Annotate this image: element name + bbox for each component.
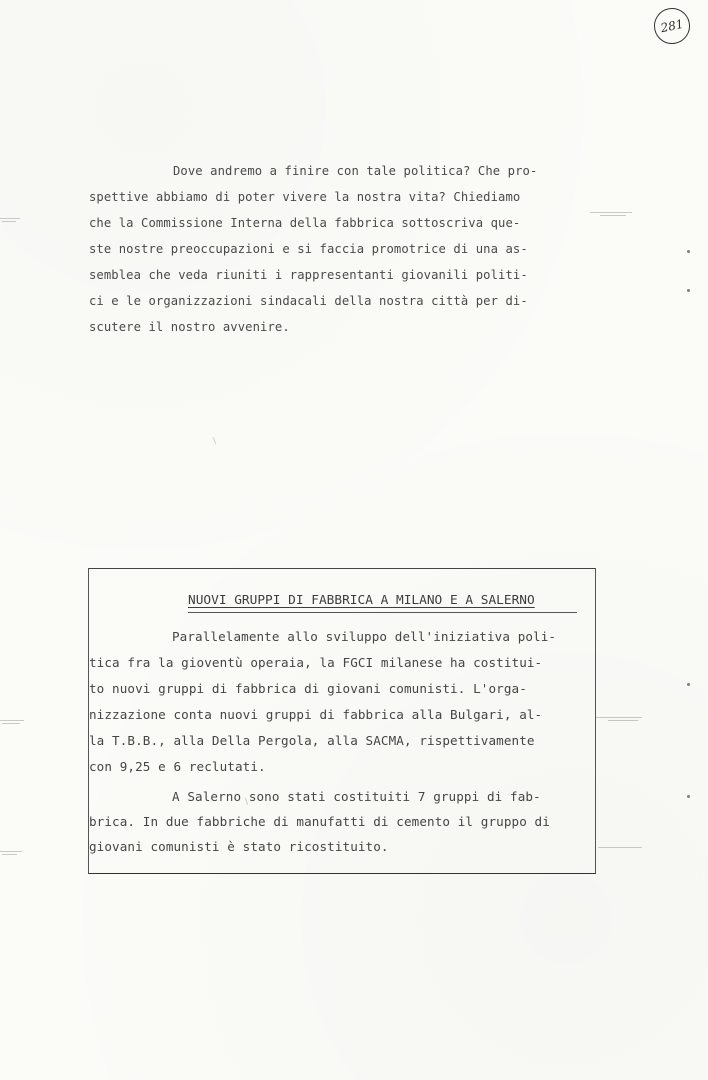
paragraph-1-line-2: spettive abbiamo di poter vivere la nostra vita? Chiediamo (89, 190, 521, 204)
margin-mark (0, 218, 20, 219)
paragraph-1-line-5: semblea che veda riuniti i rappresentanti giovanili politi- (89, 268, 528, 282)
box-paragraph-1-line-3: to nuovi gruppi di fabbrica di giovani comunisti. L'orga- (89, 681, 527, 696)
paragraph-1-line-7: scutere il nostro avvenire. (89, 320, 290, 334)
paper-speck (213, 437, 216, 444)
margin-mark (600, 215, 626, 216)
margin-mark (2, 723, 20, 724)
margin-dot (687, 250, 690, 253)
margin-mark (0, 851, 22, 852)
margin-dot (687, 289, 690, 292)
margin-mark (2, 221, 16, 222)
margin-mark (598, 847, 642, 848)
margin-mark (0, 720, 24, 721)
margin-mark (608, 720, 638, 721)
box-paragraph-1-line-4: nizzazione conta nuovi gruppi di fabbrica alla Bulgari, al- (89, 707, 543, 722)
page-number: 281 (659, 16, 685, 36)
paragraph-1-line-4: ste nostre preoccupazioni e si faccia promotrice di una as- (89, 242, 528, 256)
margin-mark (590, 212, 632, 213)
paragraph-1-line-6: ci e le organizzazioni sindacali della nostra città per di- (89, 294, 528, 308)
box-paragraph-1-line-1: Parallelamente allo sviluppo dell'iniziativa poli- (172, 629, 557, 644)
heading-underline (188, 612, 577, 613)
box-paragraph-1-line-2: tica fra la gioventù operaia, la FGCI milanese ha costitui- (89, 655, 543, 670)
margin-dot (687, 795, 690, 798)
box-paragraph-1-line-5: la T.B.B., alla Della Pergola, alla SACMA, rispettivamente (89, 733, 535, 748)
box-paragraph-2-line-2: brica. In due fabbriche di manufatti di cemento il gruppo di (89, 814, 550, 829)
paragraph-1-line-3: che la Commissione Interna della fabbrica sottoscriva que- (89, 216, 521, 230)
box-paragraph-2-line-1: A Salerno sono stati costituiti 7 gruppi di fab- (172, 789, 541, 804)
paragraph-1-line-1: Dove andremo a finire con tale politica? Che pro- (173, 164, 538, 178)
box-paragraph-1-line-6: con 9,25 e 6 reclutati. (89, 759, 266, 774)
page-number-stamp (651, 5, 694, 48)
box-paragraph-2-line-3: giovani comunisti è stato ricostituito. (89, 839, 389, 854)
margin-mark (596, 717, 642, 718)
margin-mark (2, 854, 17, 855)
margin-dot (687, 683, 690, 686)
box-heading: NUOVI GRUPPI DI FABBRICA A MILANO E A SALERNO (188, 593, 535, 608)
